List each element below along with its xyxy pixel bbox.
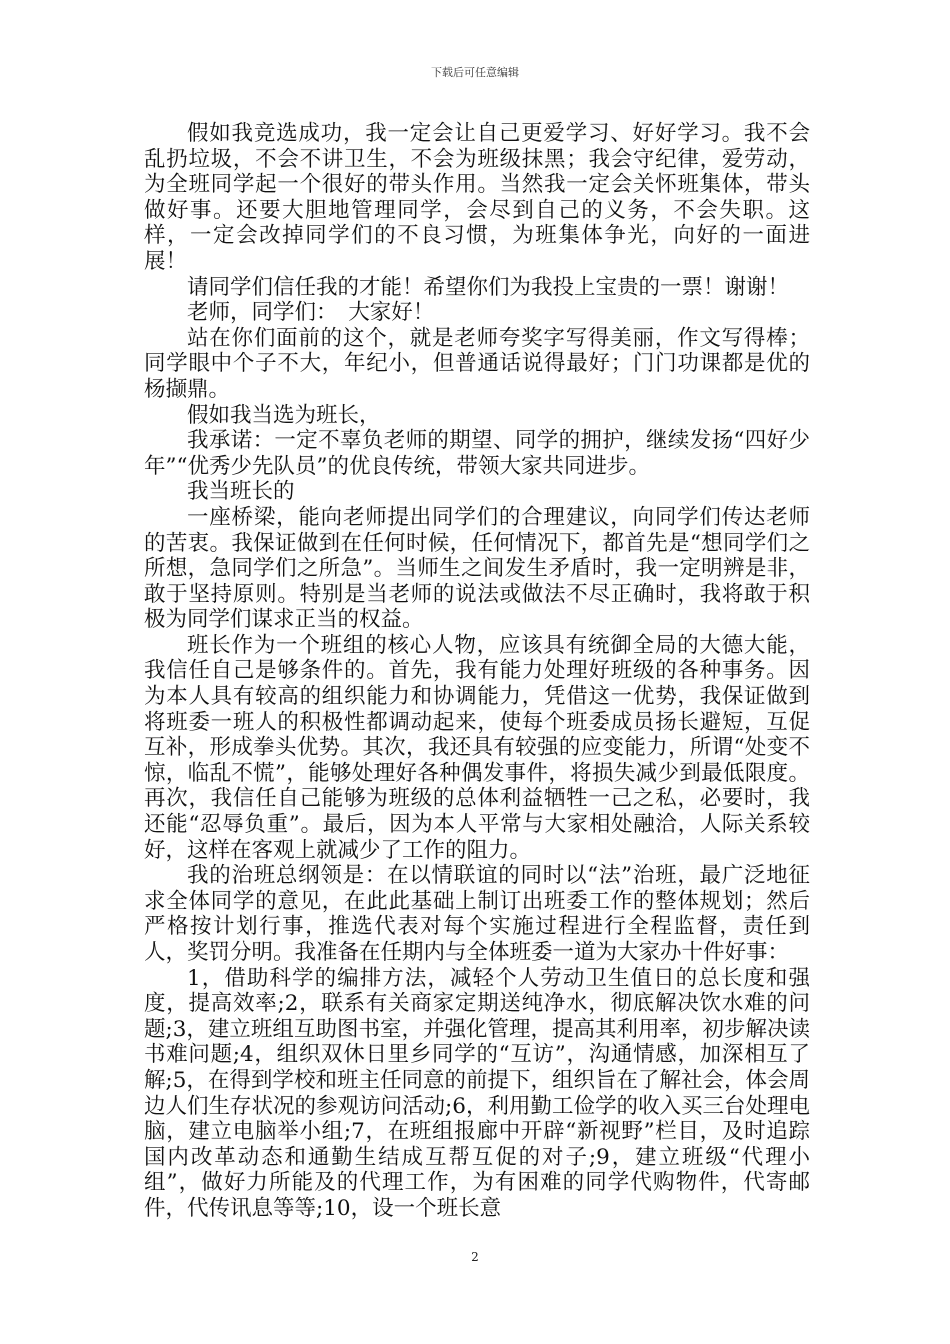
page-number: 2: [471, 1250, 479, 1264]
document-body: [144, 121, 810, 1222]
paragraph: 1，借助科学的编排方法，减轻个人劳动卫生值日的总长度和强度，提高效率;2，联系有关商家定期送纯净水，彻底解决饮水难的问题;3，建立班组互助图书室，并强化管理，提高其利用率，初步解决读书难问题;4，组织双休日里乡同学的“互访”，沟通情感，加深相互了解;5，在得到学校和班主任同意的前提下，组织旨在了解社会，体会周边人们生存状况的参观访问活动;6，利用勤工俭学的收入买三台处理电脑，建立电脑举小组;7，在班组报廊中开辟“新视野”栏目，及时追踪国内改革动态和通勤生结成互帮互促的对子;9，建立班级“代理小组”，做好力所能及的代理工作，为有困难的同学代购物件，代寄邮件，代传讯息等等;10，设一个班长意: [144, 965, 810, 1221]
paragraph: 我当班长的: [187, 479, 295, 505]
paragraph: 老师，同学们： 大家好！: [187, 300, 435, 326]
paragraph: 请同学们信任我的才能！希望你们为我投上宝贵的一票！谢谢！: [187, 274, 790, 300]
paragraph: 站在你们面前的这个，就是老师夸奖字写得美丽，作文写得棒；同学眼中个子不大，年纪小，但普通话说得最好；门门功课都是优的杨撷鼎。: [144, 325, 810, 402]
paragraph: 假如我当选为班长，: [187, 402, 381, 428]
paragraph: 我的治班总纲领是：在以情联谊的同时以“法”治班，最广泛地征求全体同学的意见，在此此基础上制订出班委工作的整体规划；然后严格按计划行事，推选代表对每个实施过程进行全程监督，责任到人，奖罚分明。我准备在任期内与全体班委一道为大家办十件好事：: [144, 863, 810, 965]
paragraph: 假如我竞选成功，我一定会让自己更爱学习、好好学习。我不会乱扔垃圾，不会不讲卫生，不会为班级抹黑；我会守纪律，爱劳动，为全班同学起一个很好的带头作用。当然我一定会关怀班集体，带头做好事。还要大胆地管理同学，会尽到自己的义务，不会失职。这样，一定会改掉同学们的不良习惯，为班集体争光，向好的一面进展！: [144, 121, 810, 274]
paragraph: 班长作为一个班组的核心人物，应该具有统御全局的大德大能，我信任自己是够条件的。首先，我有能力处理好班级的各种事务。因为本人具有较高的组织能力和协调能力，凭借这一优势，我保证做到将班委一班人的积极性都调动起来，使每个班委成员扬长避短，互促互补，形成拳头优势。其次，我还具有较强的应变能力，所谓“处变不惊，临乱不慌”，能够处理好各种偶发事件，将损失减少到最低限度。再次，我信任自己能够为班级的总体利益牺牲一己之私，必要时，我还能“忍辱负重”。最后，因为本人平常与大家相处融洽，人际关系较好，这样在客观上就减少了工作的阻力。: [144, 632, 810, 863]
page-header: 下载后可任意编辑: [431, 66, 519, 79]
paragraph: 我承诺：一定不辜负老师的期望、同学的拥护，继续发扬“四好少年”“优秀少先队员”的优良传统，带领大家共同进步。: [144, 428, 810, 479]
paragraph: 一座桥梁，能向老师提出同学们的合理建议，向同学们传达老师的苦衷。我保证做到在任何时候，任何情况下，都首先是“想同学们之所想，急同学们之所急”。当师生之间发生矛盾时，我一定明辨是非，敢于坚持原则。特别是当老师的说法或做法不尽正确时，我将敢于积极为同学们谋求正当的权益。: [144, 504, 810, 633]
